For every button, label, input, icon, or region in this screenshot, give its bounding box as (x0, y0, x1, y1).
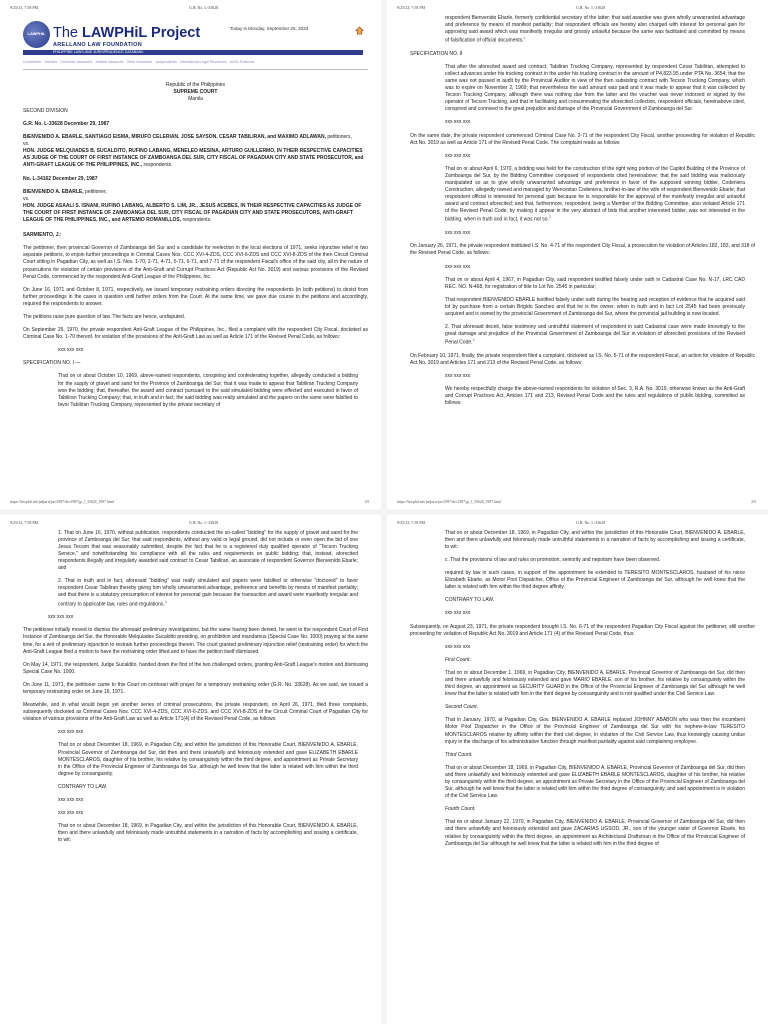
author: SARMIENTO, J.: (23, 232, 62, 239)
contrary-to-law: CONTRARY TO LAW. (445, 597, 495, 604)
quoted-paragraph: That after the aforecited award and contract, Tabiliran Trucking Company, represented by respondent Cesar Tabiliran, attempted to collect advances under his trucking contract in the under his trucking contract in the amount of P4,823.95 under PTA No. 3654; that the same was not passed in audit by the Provincial Auditor in view of the then subsisting contract with Tecson Trucking Company, which was to expire on November 2, 1969; that nevertheless the said amount was paid and it was made to appear that it was collected by Tecson Trucking Company, although there was nothing due from the latter and the voucher was never indorsed or signed by the operator of Tecson Trucking, and that in facilitating and consummating the aforecited collection, respondent officials, hereinabove cited, conspired and connived to the great prejudice and damage of the Provincial Government of Zamboanga del Sur. (445, 63, 745, 113)
quoted-paragraph: That on or about December 1, 1969, in Pagadian City, BIENVENIDO A. EBARLE, Provincial Governor of Zamboanga del Sur, did then and there unlawfully and feloniously extended and gave MARIO EBARLE, son of his brother, his relative by consanguinity within the third degree, an appointment as SECURITY GUARD in the Office of the Provincial Engineer of Zamboanga del Sur although he well knew that the latter is related with him in the third degree by consanguinity and is not qualified under the Civil Service Law. (445, 669, 745, 698)
court-heading: Republic of the Philippines SUPREME COURT Manila (166, 81, 225, 102)
footnote-link[interactable]: 3 (472, 338, 475, 343)
ellipsis: xxx xxx xxx (445, 610, 471, 617)
count-heading: Fourth Count. (445, 806, 476, 813)
document-page-3 (0, 515, 381, 1024)
site-banner (0, 14, 381, 58)
document-page-1 (0, 0, 381, 509)
case-parties: BIENVENIDO A. EBARLE, SANTIAGO EISMA, MIRUFO CELERIAN, JOSE SAYSON, CESAR TABILIRAN, and MAXIMO ADLAWAN, petitioners, vs. HON. JUDGE MELQUIADES B. SUCALDITO, RUFINO LABANG, MENELEO MESINA, ARTURO GUILLERMO, IN THEIR RESPECTIVE CAPACITIES AS JUDGE OF THE COURT OF FIRST INSTANCE OF ZAMBOANGA DEL SUR, CITY FISCAL OF PAGADIAN CITY AND STATE PROSECUTOR, and ANTI-GRAFT LEAGUE OF THE PHILIPPINES, INC., respondents. (23, 134, 364, 169)
quoted-paragraph: That on or about December 18, 1969, in Pagadian City, BIENVENIDO A. EBARLE, Provincial Governor of Zamboanga del Sur, did then and there unlawfully and feloniously extended and gave ELIZABETH EBARLE MONTESCLAROS, daughter of his brother, his relative by consanguinity within the third degree, an appointment as Private Secretary in the Office of the Provincial Engineer of Zamboanga del Sur, although he well knew that the latter is related with him within the third degree of consanguinity, and said appointment is in violation of the Civil Service Law. (445, 764, 745, 800)
site-brand[interactable]: The LAWPHiL Project (53, 24, 201, 41)
nav-constitution[interactable]: Constitution (23, 59, 42, 64)
paragraph: On the same date, the private respondent commenced Criminal Case No. 2-71 of the respondent City Fiscal, another proceeding for violation of Republic Act No. 3019 as well as Article 171 of the Revised Penal Code. The complaint reads as follows: (410, 132, 755, 146)
ellipsis: xxx xxx xxx (445, 230, 471, 237)
quoted-paragraph: That on or about December 18, 1969, in Pagadian City, and within the jurisdiction of this Honorable Court, BIENVENIDO A. EBARLE, then and there unlawfully and feloniously made untruthful statements in a narration of facts by accomplishing and issuing a certificate, to wit: (58, 823, 358, 844)
paragraph: On September 26, 1970, the private respondent Anti-Graft League of the Philippines, Inc., filed a complaint with the respondent City Fiscal, docketed as Criminal Case No. 1-70 thereof, for violation of the provisions of the Anti-Graft Law as well as Article 171 of the Revised Penal Code, as follows: (23, 327, 368, 341)
nav-statutes[interactable]: Statutes (44, 59, 58, 64)
document-body (0, 526, 381, 845)
quoted-paragraph: That on or about April 6, 1970, a bidding was held for the construction of the right wing portion of the Capitol Building of the Province of Zamboanga del Sur, by the Bidding Committee composed of respondents cited hereinabove; that the said bidding was maliciously manipulated so as to give wholly unwarranted advantage and preference in favor of the supposed winning bidder, Codeniera Construction, allegedly owned and managed by Wenceslao Codeniera, brother-in-law of the wife of respondent Bienvenido Ebarle; that respondent official is interested for personal gain because he is responsible for the approval of the manifestly irregular and unlawful award and contract aforecited; and that, furthermore, respondent, being a Member of the Bidding Committee, also violated Article 171 of the Revised Penal Code, by making it appear in the very abstract of bids that another interested bidder, was not interested in the bidding, when in truth and in fact, it was not so.$^2$ (445, 165, 745, 224)
nav-jurisprudence[interactable]: Jurisprudence (155, 59, 178, 64)
ellipsis: xxx xxx xxx (445, 373, 471, 380)
ellipsis: xxx xxx xxx (445, 119, 471, 126)
quoted-paragraph: 1. That on June 16, 1970, without publication, respondents conducted the so-called "bidding" for the supply of gravel and sand for the province of Zamboanga del Sur; that said respondents, without any valid or legal ground, did not include or even open the bid of one Jesus Tecson that was seasonably submitted, despite the fact that he is a registered duly qualified operator of "Tecson Trucking Service," and notwithstanding his compliance with all the rules and requirements on public bidding; that, instead, aforecited respondents illegally and irregularly awarded said contract to Cesar Tabiliran, an associate of respondent Governor Bienvenido Ebarle; and (58, 529, 358, 572)
ellipsis: xxx xxx xxx (58, 347, 84, 354)
count-heading: Second Count. (445, 704, 479, 711)
quoted-paragraph: c. That the provisions of law and rules on promotion, seniority and nepotism have been observed. (445, 556, 661, 563)
ellipsis: xxx xxx xxx (58, 797, 84, 804)
page-header: 9/25/23, 7:58 PM G.R. No. L-33628 (10, 5, 219, 10)
footnote-link[interactable]: 4 (164, 599, 167, 604)
nav-international[interactable]: International Legal Resources (180, 59, 227, 64)
paragraph: On February 10, 1971, finally, the private respondent filed a complaint, docketed as I.S. No. 5-71 of the respondent Fiscal, an action for violation of Republic Act No. 3019 and Articles 171 and 213 of the Revised Penal Code, as follows: (410, 353, 755, 367)
quoted-paragraph: That on or about December 18, 1969, in Pagadian City, and within the jurisdiction of this Honorable Court, BIENVENIDO A. EBARLE, then and there unlawfully and feloniously made untruthful statements in a narration of facts by accomplishing and issuing a certificate, to wit: (445, 529, 745, 550)
footnote-link[interactable]: 2 (548, 215, 551, 220)
paragraph: On June 16, 1971 and October 8, 1971, respectively, we issued temporary restraining orders directing the respondents (in both petitions) to desist from further proceedings in the cases in question until further orders from the Court. At the same time, we gave due course to the petitions and accordingly, required the respondents to answer. (23, 286, 368, 307)
case-parties: BIENVENIDO A. EBARLE, petitioner, vs. HON. JUDGE ASAALI S. ISNANI, RUFINO LABANG, ALBERTO S. LIM, JR., JESUS ACEBES, IN THEIR RESPECTIVE CAPACITIES AS JUDGE OF THE COURT OF FIRST INSTANCE OF ZAMBOANGA DEL SUR, CITY FISCAL OF PAGADIAN CITY AND STATE PROSECUTORS, ANTI-GRAFT LEAGUE OF THE PHILIPPINES, INC., and ARTEMIO ROMANILLOS, respondents. (23, 188, 362, 224)
document-page-2 (387, 0, 768, 509)
count-heading: First Count. (445, 656, 471, 663)
nav-ausl[interactable]: AUSL Exclusive (229, 59, 255, 64)
document-body (0, 70, 381, 409)
paragraph: On May 14, 1971, the respondent, Judge Sucaldito, handed down the first of the two challenged orders, granting Anti-Graft League's motion and dismissing Special Case No. 1000. (23, 661, 368, 675)
ellipsis: xxx xxx xxx (445, 152, 471, 159)
paragraph: Meanwhile, and in what would begin yet another series of criminal prosecutions, the private respondent, on April 26, 1971, filed three complaints, subsequently docketed as Criminal Cases Nos. CCC XVI-4-ZDS, CCC XVI-6-ZDS, and CCC XVI-8-ZDS of the Circuit Criminal Court of Pagadian City for violation of various provisions of the Anti-Graft Law as well as Article 171(4) of the Revised Penal Code, as follows: (23, 702, 368, 723)
page-footer: https://lawphil.net/judjuris/juri1987/dec1987/gr_l_33628_1987.html 1/9 (10, 499, 369, 504)
quoted-paragraph: That on or about April 4, 1967, in Pagadian City, said respondent testified falsely under oath in Cadastral Case No. N-17, LRC CAD REC. NO. N-468, for registration of title to Lot No. 2545 in particular; (445, 276, 745, 290)
today-date: Today is Monday, September 25, 2023 (230, 25, 309, 31)
page-footer: https://lawphil.net/judjuris/juri1987/dec1987/gr_l_33628_1987.html 2/9 (397, 499, 756, 504)
contrary-to-law: CONTRARY TO LAW. (58, 783, 108, 790)
ellipsis: xxx xxx xxx (445, 643, 471, 650)
lawphil-logo[interactable]: LAWPHiL (23, 21, 50, 48)
document-body (387, 526, 768, 848)
case-number: G.R. No. L-33628 December 29, 1987 (23, 121, 110, 128)
specification-heading: SPECIFICATION NO. II (410, 50, 463, 57)
quoted-paragraph: 2. That in truth and in fact, aforesaid "bidding" was really simulated and papers were falsified or otherwise "doctored" to favor respondent Cesar Tabiliran thereby giving him wholly unwarranted advantage, preference and benefits by means of manifest partiality; and that there is a statutory presumption of interest for personal gain because the transaction and award were manifestly irregular and contrary to applicable law, rules and regulations.$^4$ (58, 578, 358, 608)
quoted-paragraph: respondent Bienvenido Ebarle, formerly confidential secretary of the latter; that said awardee was given wholly unwarranted advantage and preference by means of manifest partiality; that respondent officials are hereby also charged with interest for personal gain for approving said award which was manifestly irregular and grossly unlawful because the same was facilitated and committed by means of falsification of official documents.$^1$ (445, 14, 745, 44)
ellipsis: xxx xxx xxx (445, 263, 471, 270)
ellipsis: xxx xxx xxx (58, 729, 84, 736)
nav-other[interactable]: Other Issuances (126, 59, 153, 64)
quoted-paragraph: We hereby respectfully charge the above-named respondents for violation of Sec. 3, R.A. No. 3019, otherwise known as the Anti-Graft and Corrupt Practices Act, Articles 171 and 213, Revised Penal Code and the rules and regulations of public bidding, committed as follows: (445, 386, 745, 407)
footnote-link[interactable]: 1 (523, 35, 526, 40)
document-page-4 (387, 515, 768, 1024)
paragraph: On June 11, 1971, the petitioner came to this Court on certiorari with prayer for a temporary restraining order (G.R. No. 33628). As we said, we issued a temporary restraining order on June 16, 1971. (23, 681, 368, 696)
paragraph: The petitions raise pure question of law. The facts are hence, undisputed. (23, 313, 186, 320)
home-icon[interactable] (355, 26, 364, 35)
ellipsis: xxx xxx xxx (48, 614, 74, 621)
page-header: 9/25/23, 7:58 PM G.R. No. L-33628 (10, 520, 219, 525)
site-brand-sub: ARELLANO LAW FOUNDATION (53, 41, 142, 48)
nav-executive[interactable]: Executive Issuances (60, 59, 93, 64)
quoted-paragraph: That on or about October 10, 1969, above-named respondents, conspiring and confederating together, allegedly conducted a bidding for the supply of gravel and sand for the Province of Zamboanga del Sur; that it was made to appear that Tabiliran Trucking Company won the bidding; that, thereafter, the award and contract pursuant to the said simulated bidding were effected and executed in favor of Tabiliran Trucking Company; that, in truth and in fact, the said bidding was really simulated and the papers on the same were falsified to favor Tabiliran Trucking Company, represented by the private secretary of (58, 373, 358, 408)
quoted-paragraph: That on or about January 22, 1970, in Pagadian City, BIENVENIDO A. EBARLE, Provincial Governor of Zamboanga del Sur, did then and there unlawfully and feloniously extended and gave ZACARIAS UGSOD, JR., son of the younger sister of Governor Ebarle, his relative by consanguinity within the third degree, an appointment as Architectural Draftsman in the Office of the Provincial Engineer of Zamboanga del Sur although he well knew that the latter is related with him in the third degree of (445, 819, 745, 847)
page-header: 9/25/23, 7:58 PM G.R. No. L-33628 (397, 5, 606, 10)
paragraph: Subsequently, on August 23, 1971, the private respondent brought I.S. No. 6-71 of the respondent Pagadian City Fiscal against the petitioner, still another proceeding for violation of Republic Act No. 3019 and Article 171 (4) of the Revised Penal Code, thus: (410, 623, 755, 637)
page-header: 9/25/23, 7:58 PM G.R. No. L-33628 (397, 520, 606, 525)
paragraph: The petitioner, then provincial Governor of Zamboanga del Sur and a candidate for reelection in the local elections of 1971, seeks injunctive relief in two separate petitions, to enjoin further proceedings in Criminal Cases Nos. CCC XVI-4-ZDS, CCC XVI-6-ZDS and CCC XVI-8-ZDS of the then Circuit Criminal Court sitting in Pagadian City, as well as I.S. Nos. 1-70, 2-71, 4-71, 5-71, 6-71, and 7-71 of the respondent Fiscal's office of the said city, all in the nature of prosecutions for violation of certain provisions of the Anti-Graft and Corrupt Practices Act (Republic Act No. 3019) and various provisions of the Revised Penal Code, commenced by the respondent Anti-Graft League of the Philippines, Inc. (23, 245, 368, 280)
paragraph: The petitioner initially moved to dismiss the aforesaid preliminary investigations, but the same having been denied, he went to the respondent Court of First Instance of Zamboanga del Sur, the Honorable Melquiades Sucaldito presiding, on prohibition and mandamus (Special Case No. 1000) praying at the same time, for a writ of preliminary injunction to restrain further proceedings therein. The court granted preliminary injunction relief (restraining order) for which the Anti-Graft League filed a motion to have the restraining order lifted and to have the petition itself dismissed. (23, 627, 368, 655)
division: SECOND DIVISION (23, 107, 68, 114)
quoted-paragraph: That on or about December 18, 1969, in Pagadian City, and within the jurisdiction of this Honorable Court, BIENVENIDO A. EBARLE, Provincial Governor of Zamboanga del Sur, did then and there unlawfully and feloniously extended and gave ELIZABETH EBARLE MONTESCLAROS, daughter of his brother, his relative by consanguinity within the third degree, and appointment as Private Secretary in the Office of the Provincial Engineer of Zamboanga del Sur, although he well knew that the latter is related with him within the third degree by consanguinity. (58, 742, 358, 777)
quoted-paragraph: That in January, 1970, at Pagadian City, Gov. BIENVENIDO A. EBARLE replaced JOHNNY ABABON who was then the incumbent Motor Pool Dispatcher in the Office of the Provincial Engineer of Zamboanga del Sur with his nephew-in-law TERESITO MONTESCLAROS relative by affinity within the third civil degree, in violation of the Civil Service Law, thus knowingly causing undue injury in the discharge of his administrative function through manifest partiality against said complaining employee. (445, 717, 745, 745)
paragraph: On January 26, 1971, the private respondent instituted I.S. No. 4-71 of the respondent City Fiscal, a prosecution for violation of Articles 182, 183, and 318 of the Revised Penal Code, as follows: (410, 243, 755, 257)
top-nav (0, 58, 381, 65)
count-heading: Third Count. (445, 751, 473, 758)
ellipsis: xxx xxx xxx (58, 810, 84, 817)
specification-heading: SPECIFICATION NO. I — (23, 360, 81, 367)
site-brand-band: PHILIPPINE LAWS AND JURISPRUDENCE DATABANK (23, 50, 363, 55)
quoted-paragraph: 2. That aforesaid deceit, false testimony and untruthful statement of respondent in said Cadastral case were made knowingly to the great damage and prejudice of the Provincial Government of Zamboanga del Sur in violation of aforecited provisions of the Revised Penal Code.$^3$ (445, 324, 745, 346)
nav-judicial[interactable]: Judicial Issuances (95, 59, 124, 64)
quoted-paragraph: That respondent BIENVENIDO EBARLE testified falsely under oath during the hearing and reception of evidence that he acquired said lot by purchase from a certain Brigido Sanchez and that he is the owner, when in truth and in fact Lot 2545 had been previously acquired and is owned by the provincial Government of Zamboanga del Sur, where the provincial jail building is now located. (445, 296, 745, 317)
quoted-paragraph: required by law in such cases, in support of the appointment he extended to TERESITO MONTESCLAROS, husband of his niece Elizabeth Ebarle, as Motor Pool Dispatcher, Office of the Provincial Engineer of Zamboanga del Sur, although he well knew that the latter is related with him within the third degree affinity. (445, 570, 745, 591)
document-body (387, 11, 768, 408)
case-number: No. L-34162 December 29, 1987 (23, 175, 98, 182)
